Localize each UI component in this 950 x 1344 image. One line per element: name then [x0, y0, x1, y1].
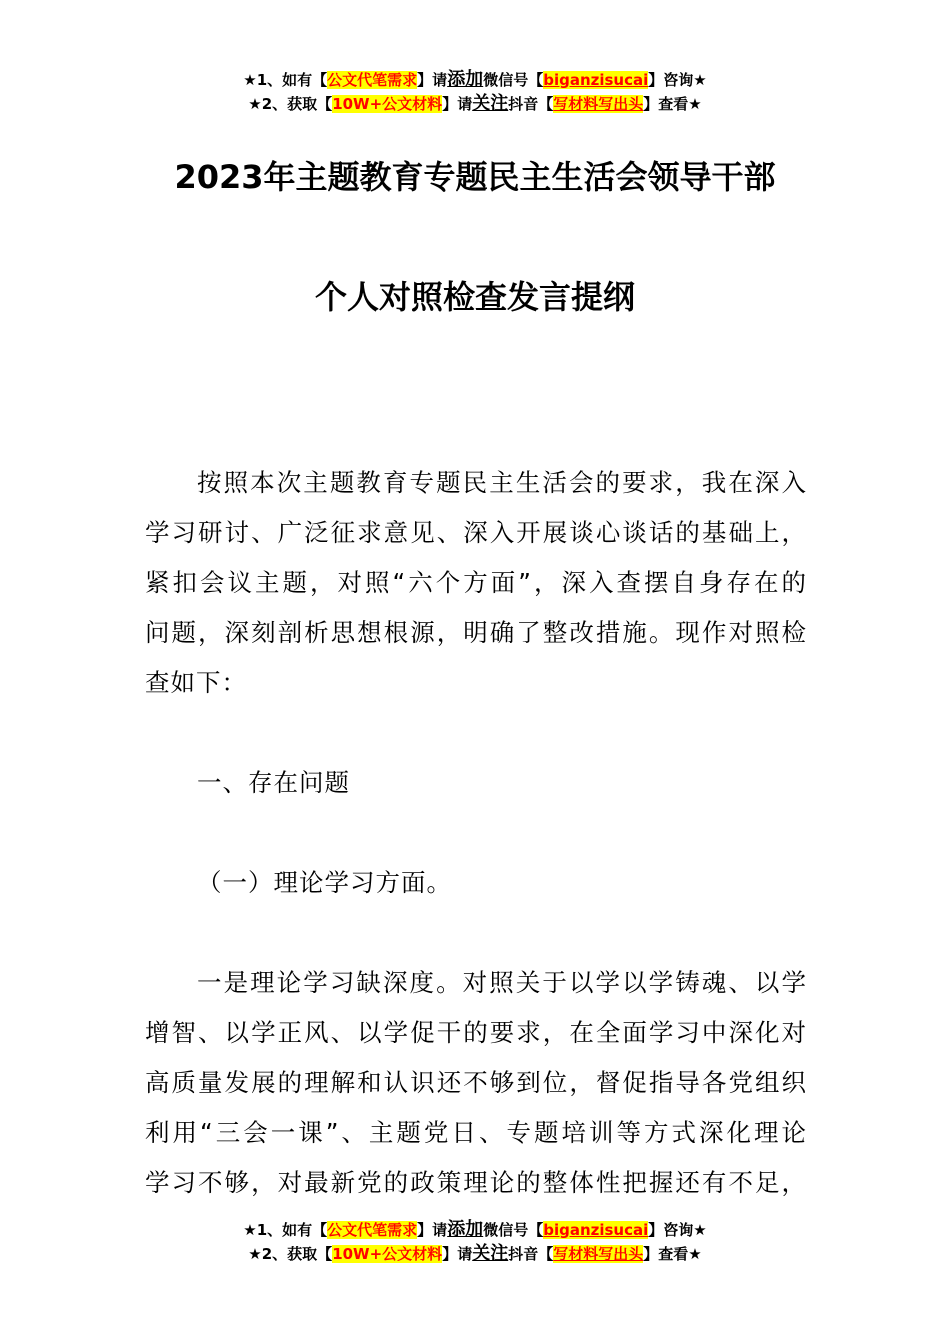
title-line-1: 2023年主题教育专题民主生活会领导干部 — [174, 158, 776, 196]
paragraph-line: 高质量发展的理解和认识还不够到位，督促指导各党组织 — [145, 1068, 807, 1097]
ad-text: 】查看★ — [643, 95, 702, 113]
paragraph-line: 查如下： — [145, 668, 247, 697]
document-body — [145, 458, 807, 1208]
ad-douyin-id: 写材料写出头 — [553, 1245, 644, 1263]
ad-text: 微信号【 — [483, 71, 544, 89]
ad-line-1 — [0, 1218, 950, 1242]
ad-text: 】请 — [442, 95, 473, 113]
ad-text: 抖音【 — [508, 1245, 554, 1263]
ad-text: 抖音【 — [508, 95, 554, 113]
paragraph-line: 紧扣会议主题，对照“六个方面”，深入查摆自身存在的 — [145, 568, 807, 597]
paragraph-line: 问题，深刻剖析思想根源，明确了整改措施。现作对照检 — [145, 618, 807, 647]
paragraph-line: 增智、以学正风、以学促干的要求，在全面学习中深化对 — [145, 1018, 807, 1047]
ad-text: 】咨询★ — [648, 1221, 707, 1239]
ad-douyin-id: 写材料写出头 — [553, 95, 644, 113]
ad-wechat-id: biganzisucai — [543, 71, 649, 89]
ad-line-1 — [0, 68, 950, 92]
paragraph-line: 按照本次主题教育专题民主生活会的要求，我在深入 — [197, 468, 807, 497]
paragraph-line: 利用“三会一课”、主题党日、专题培训等方式深化理论 — [145, 1118, 807, 1147]
paragraph-line: 一是理论学习缺深度。对照关于以学以学铸魂、以学 — [197, 968, 807, 997]
ad-highlight: 公文代笔需求 — [327, 71, 418, 89]
paragraph-line: 学习研讨、广泛征求意见、深入开展谈心谈话的基础上， — [145, 518, 807, 547]
ad-text: 】咨询★ — [648, 71, 707, 89]
ad-emphasis: 添加 — [447, 1219, 484, 1240]
ad-text: 】请 — [417, 71, 448, 89]
title-line-2: 个人对照检查发言提纲 — [314, 278, 635, 316]
ad-emphasis: 关注 — [472, 93, 509, 114]
ad-banner-bottom — [0, 1218, 950, 1266]
ad-text: ★1、如有【 — [243, 71, 328, 89]
ad-text: 微信号【 — [483, 1221, 544, 1239]
ad-emphasis: 关注 — [472, 1243, 509, 1264]
paragraph-line: 学习不够，对最新党的政策理论的整体性把握还有不足， — [145, 1168, 807, 1197]
ad-text: ★2、获取【 — [248, 95, 333, 113]
ad-highlight: 10W+公文材料 — [332, 95, 443, 113]
ad-highlight: 公文代笔需求 — [327, 1221, 418, 1239]
section-heading: 一、存在问题 — [197, 768, 350, 797]
ad-text: 】请 — [417, 1221, 448, 1239]
ad-text: 】查看★ — [643, 1245, 702, 1263]
ad-wechat-id: biganzisucai — [543, 1221, 649, 1239]
ad-line-2 — [0, 1242, 950, 1266]
ad-highlight: 10W+公文材料 — [332, 1245, 443, 1263]
ad-text: 】请 — [442, 1245, 473, 1263]
ad-text: ★1、如有【 — [243, 1221, 328, 1239]
ad-banner-top — [0, 68, 950, 116]
ad-emphasis: 添加 — [447, 69, 484, 90]
ad-line-2 — [0, 92, 950, 116]
subsection-heading: （一）理论学习方面。 — [197, 868, 452, 897]
ad-text: ★2、获取【 — [248, 1245, 333, 1263]
